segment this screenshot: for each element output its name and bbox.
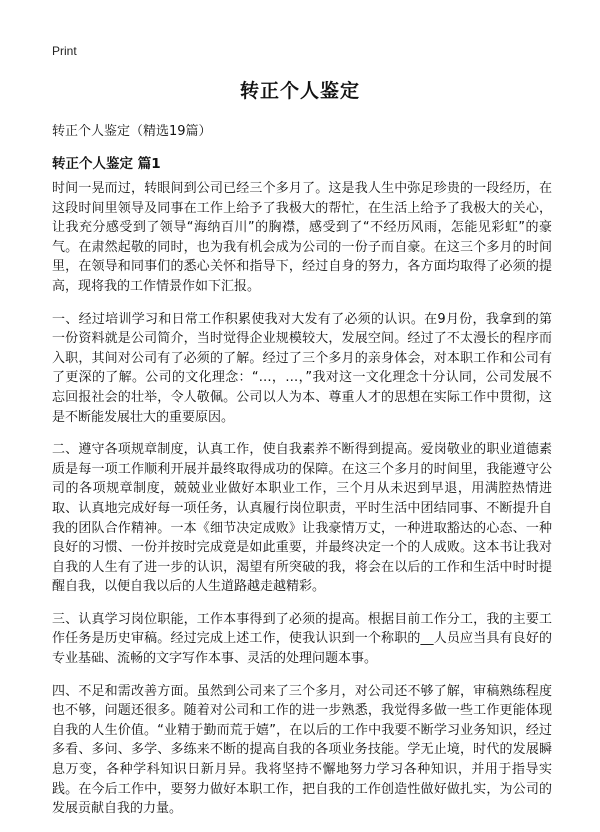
page-title: 转正个人鉴定 — [239, 80, 360, 102]
article-body — [52, 179, 552, 832]
print-link[interactable]: Print — [52, 44, 77, 58]
paragraph-2: 二、遵守各项规章制度，认真工作，使自我素养不断得到提高。爱岗敬业的职业道德素质是每一项工作顺利开展并最终取得成功的保障。在这三个多月的时间里，我能遵守公司的各项规章制度，兢兢业业做好本职业工作，三个月从未迟到早退，用满腔热情进取、认真地完成好每一项任务，认真履行岗位职责，平时生活中团结同事、不断提升自我的团队合作精神。一本《细节决定成败》让我豪情万丈，一种进取豁达的心态、一种良好的习惯、一份并按时完成竟是如此重要，并最终决定一个的人成败。这本书让我对自我的人生有了进一步的认识，渴望有所突破的我，将会在以后的工作和生活中时时提醒自我，以便自我以后的人生道路越走越精彩。 — [52, 442, 552, 595]
paragraph-intro: 时间一晃而过，转眼间到公司已经三个多月了。这是我人生中弥足珍贵的一段经历，在这段时间里领导及同事在工作上给予了我极大的帮忙，在生活上给予了我极大的关心，让我充分感受到了领导“海纳百川”的胸襟，感受到了“不经历风雨，怎能见彩虹”的豪气。在肃然起敬的同时，也为我有机会成为公司的一份子而自豪。在这三个多月的时间里，在领导和同事们的悉心关怀和指导下，经过自身的努力，各方面均取得了必须的提高，现将我的工作情景作如下汇报。 — [52, 181, 552, 294]
document-subtitle: 转正个人鉴定（精选19篇） — [52, 124, 212, 139]
section-heading: 转正个人鉴定 篇1 — [52, 156, 161, 172]
paragraph-3: 三、认真学习岗位职能，工作本事得到了必须的提高。根据目前工作分工，我的主要工作任务是历史审稿。经过完成上述工作，使我认识到一个称职的__人员应当具有良好的专业基础、流畅的文字写作本事、灵活的处理问题本事。 — [52, 611, 552, 667]
paragraph-1: 一、经过培训学习和日常工作积累使我对大发有了必须的认识。在9月份，我拿到的第一份资料就是公司简介，当时觉得企业规模较大，发展空间。经过了不太漫长的程序而入职，其间对公司有了必须的了解。经过了三个多月的亲身体会，对本职工作和公司有了更深的了解。公司的文化理念：“…，…，”我对这一文化理念十分认同，公司发展不忘回报社会的壮举，令人敬佩。公司以人为本、尊重人才的思想在实际工作中贯彻，这是不断能发展壮大的重要原因。 — [52, 311, 552, 425]
paragraph-4: 四、不足和需改善方面。虽然到公司来了三个多月，对公司还不够了解，审稿熟练程度也不够，问题还很多。随着对公司和工作的进一步熟悉，我觉得多做一些工作更能体现自我的人生价值。“业精于勤而荒于嬉”，在以后的工作中我要不断学习业务知识，经过多看、多问、多学、多练来不断的提高自我的各项业务技能。学无止境，时代的发展瞬息万变，各种学科知识日新月异。我将坚持不懈地努力学习各种知识，并用于指导实践。在今后工作中，要努力做好本职工作，把自我的工作创造性做好做扎实，为公司的发展贡献自我的力量。 — [52, 683, 552, 817]
